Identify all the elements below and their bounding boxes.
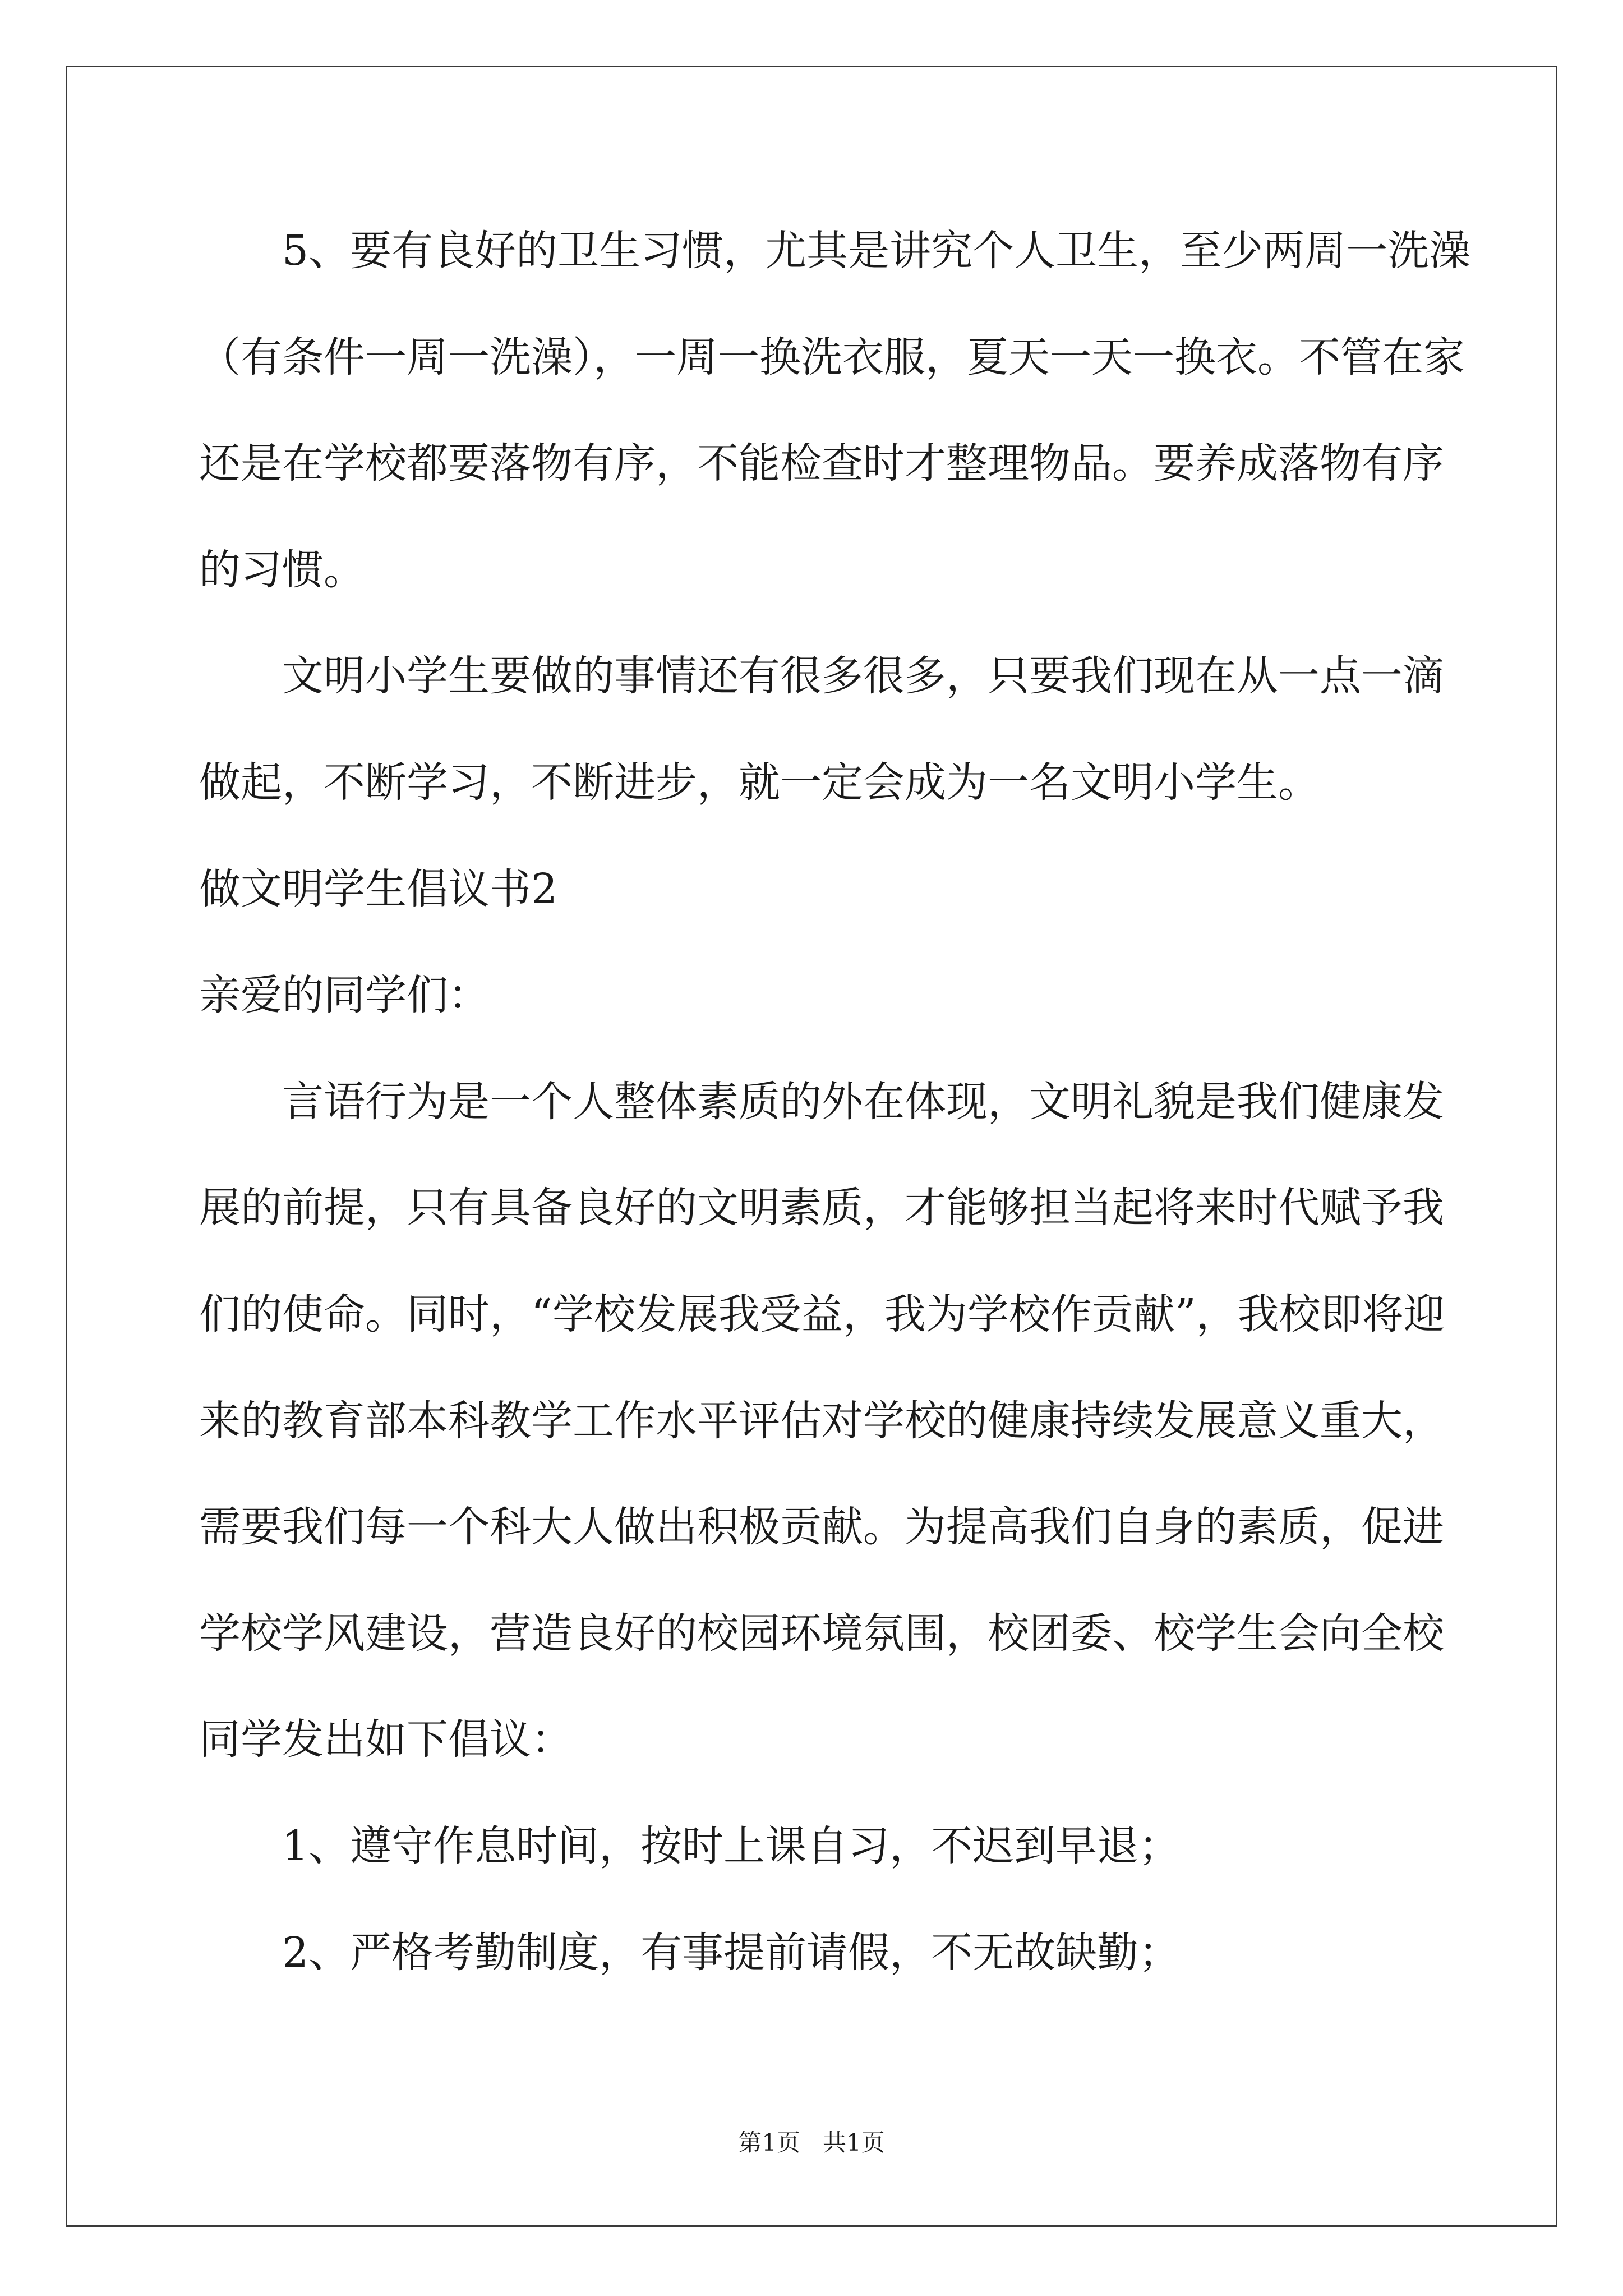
text-line: 学校学风建设，营造良好的校园环境氛围，校团委、校学生会向全校 xyxy=(199,1609,1444,1658)
text-line: 1、遵守作息时间，按时上课自习，不迟到早退； xyxy=(282,1821,1181,1870)
text-line: 还是在学校都要落物有序，不能检查时才整理物品。要养成落物有序 xyxy=(199,439,1444,488)
text-line: 文明小学生要做的事情还有很多很多，只要我们现在从一点一滴 xyxy=(282,652,1444,701)
document-body xyxy=(199,198,1471,2006)
text-line: 的习惯。 xyxy=(199,545,365,594)
paragraph-conclusion xyxy=(199,623,1444,836)
text-line: 们的使命。同时，“学校发展我受益，我为学校作贡献”，我校即将迎 xyxy=(199,1290,1445,1338)
text-line: 言语行为是一个人整体素质的外在体现，文明礼貌是我们健康发 xyxy=(282,1077,1444,1126)
paragraph-hygiene xyxy=(199,198,1471,623)
text-line: 2、严格考勤制度，有事提前请假，不无故缺勤； xyxy=(282,1928,1181,1977)
section-heading: 做文明学生倡议书2 xyxy=(199,864,558,913)
salutation-line: 亲爱的同学们： xyxy=(199,971,490,1020)
text-line: 5、要有良好的卫生习惯，尤其是讲究个人卫生，至少两周一洗澡 xyxy=(282,227,1471,275)
text-line: 展的前提，只有具备良好的文明素质，才能够担当起将来时代赋予我 xyxy=(199,1184,1444,1232)
text-line: 来的教育部本科教学工作水平评估对学校的健康持续发展意义重大， xyxy=(199,1396,1444,1445)
text-line: 做起，不断学习，不断进步，就一定会成为一名文明小学生。 xyxy=(199,758,1320,807)
paragraph-intro xyxy=(199,1049,1445,1793)
section-title xyxy=(199,836,1426,943)
list-item-1 xyxy=(199,1793,1426,1900)
list-item-2 xyxy=(199,1900,1426,2007)
text-line: （有条件一周一洗澡），一周一换洗衣服，夏天一天一换衣。不管在家 xyxy=(199,333,1465,381)
text-line: 需要我们每一个科大人做出积极贡献。为提高我们自身的素质，促进 xyxy=(199,1503,1444,1552)
page-footer: 第1页 共1页 xyxy=(738,2129,885,2156)
salutation xyxy=(199,942,1426,1049)
text-line: 同学发出如下倡议： xyxy=(199,1715,573,1764)
